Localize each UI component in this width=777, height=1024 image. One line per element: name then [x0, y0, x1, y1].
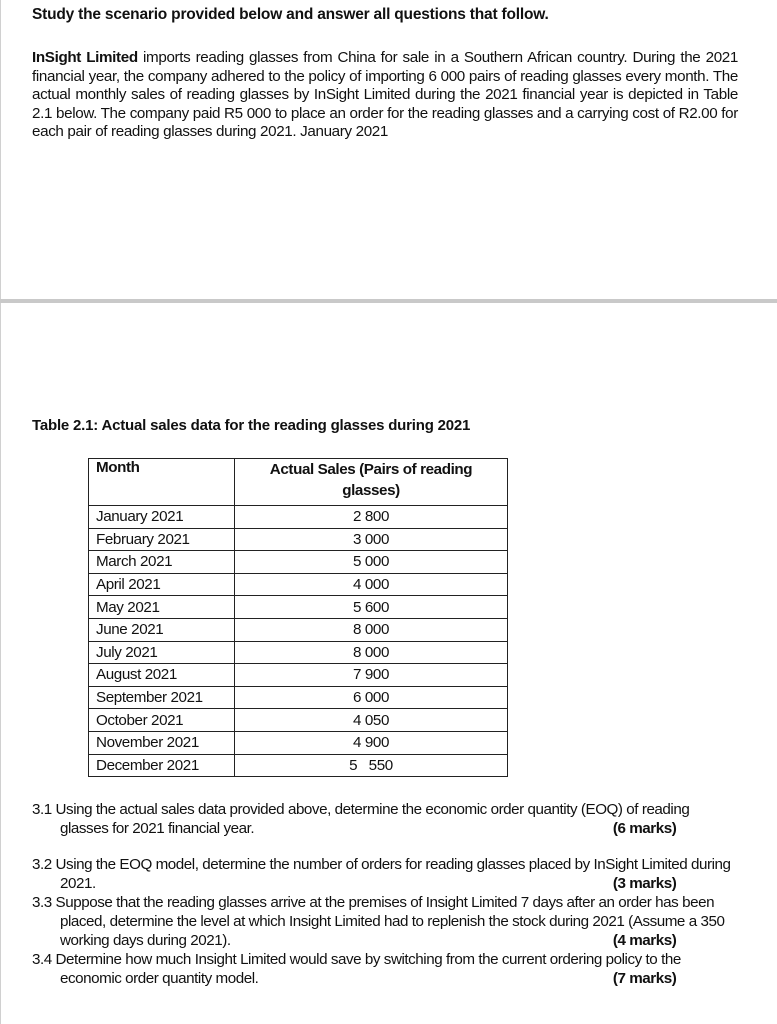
month-cell: May 2021 — [89, 596, 235, 619]
table-row — [89, 641, 508, 664]
question-text: 3.2 Using the EOQ model, determine the number of orders for reading glasses placed by InSight Limited during 2021. — [32, 856, 731, 892]
month-cell: September 2021 — [89, 686, 235, 709]
sales-cell: 4 000 — [235, 573, 508, 596]
sales-cell: 4 900 — [235, 731, 508, 754]
table-header-row — [89, 459, 508, 506]
table-caption: Table 2.1: Actual sales data for the reading glasses during 2021 — [32, 417, 471, 434]
question-marks: (7 marks) — [612, 970, 677, 987]
question-marks: (3 marks) — [612, 875, 677, 892]
question-3-3 — [32, 893, 740, 950]
table-row — [89, 528, 508, 551]
scenario-panel — [0, 0, 777, 299]
question-marks: (6 marks) — [612, 820, 677, 837]
month-cell: October 2021 — [89, 709, 235, 732]
month-cell: December 2021 — [89, 754, 235, 777]
sales-cell: 5 550 — [235, 754, 508, 777]
table-row — [89, 754, 508, 777]
question-text: 3.3 Suppose that the reading glasses arrive at the premises of Insight Limited 7 days after an order has been placed, determine the level at which Insight Limited had to replenish the stock during 2021 (Assume a 350 working days during 2021). — [32, 894, 725, 949]
instructions-heading: Study the scenario provided below and answer all questions that follow. — [32, 6, 549, 23]
sales-cell: 8 000 — [235, 618, 508, 641]
question-3-2 — [32, 855, 740, 893]
header-actual-sales: Actual Sales (Pairs of reading glasses) — [235, 459, 508, 506]
month-cell: November 2021 — [89, 731, 235, 754]
questions-list — [32, 800, 740, 988]
table-row — [89, 664, 508, 687]
company-name: InSight Limited — [32, 49, 138, 66]
month-cell: June 2021 — [89, 618, 235, 641]
month-cell: July 2021 — [89, 641, 235, 664]
scenario-text — [32, 49, 738, 142]
month-cell: January 2021 — [89, 506, 235, 529]
sales-cell: 3 000 — [235, 528, 508, 551]
question-marks: (4 marks) — [612, 932, 677, 949]
questions-panel — [0, 303, 777, 1024]
table-row — [89, 551, 508, 574]
sales-cell: 2 800 — [235, 506, 508, 529]
header-month: Month — [89, 459, 235, 506]
table-row — [89, 709, 508, 732]
table-row — [89, 506, 508, 529]
question-3-1 — [32, 800, 740, 838]
question-3-4 — [32, 950, 740, 988]
question-text: 3.4 Determine how much Insight Limited would save by switching from the current ordering policy to the economic order quantity model. — [32, 951, 681, 987]
sales-cell: 7 900 — [235, 664, 508, 687]
table-row — [89, 618, 508, 641]
scenario-body: imports reading glasses from China for sale in a Southern African country. During the 2021 financial year, the company adhered to the policy of importing 6 000 pairs of reading glasses every month. The actual monthly sales of reading glasses by InSight Limited during the 2021 financial year is depicted in Table 2.1 below. The company paid R5 000 to place an order for the reading glasses and a carrying cost of R2.00 for each pair of reading glasses during 2021. January 2021 — [32, 49, 739, 141]
month-cell: August 2021 — [89, 664, 235, 687]
table-row — [89, 731, 508, 754]
sales-cell: 8 000 — [235, 641, 508, 664]
sales-table-body — [89, 506, 508, 777]
month-cell: February 2021 — [89, 528, 235, 551]
table-row — [89, 686, 508, 709]
question-text: 3.1 Using the actual sales data provided above, determine the economic order quantity (EOQ) of reading glasses for 2021 financial year. — [32, 801, 690, 837]
sales-cell: 4 050 — [235, 709, 508, 732]
table-row — [89, 596, 508, 619]
sales-cell: 5 600 — [235, 596, 508, 619]
sales-cell: 5 000 — [235, 551, 508, 574]
sales-cell: 6 000 — [235, 686, 508, 709]
month-cell: April 2021 — [89, 573, 235, 596]
table-row — [89, 573, 508, 596]
sales-table — [88, 458, 508, 777]
month-cell: March 2021 — [89, 551, 235, 574]
